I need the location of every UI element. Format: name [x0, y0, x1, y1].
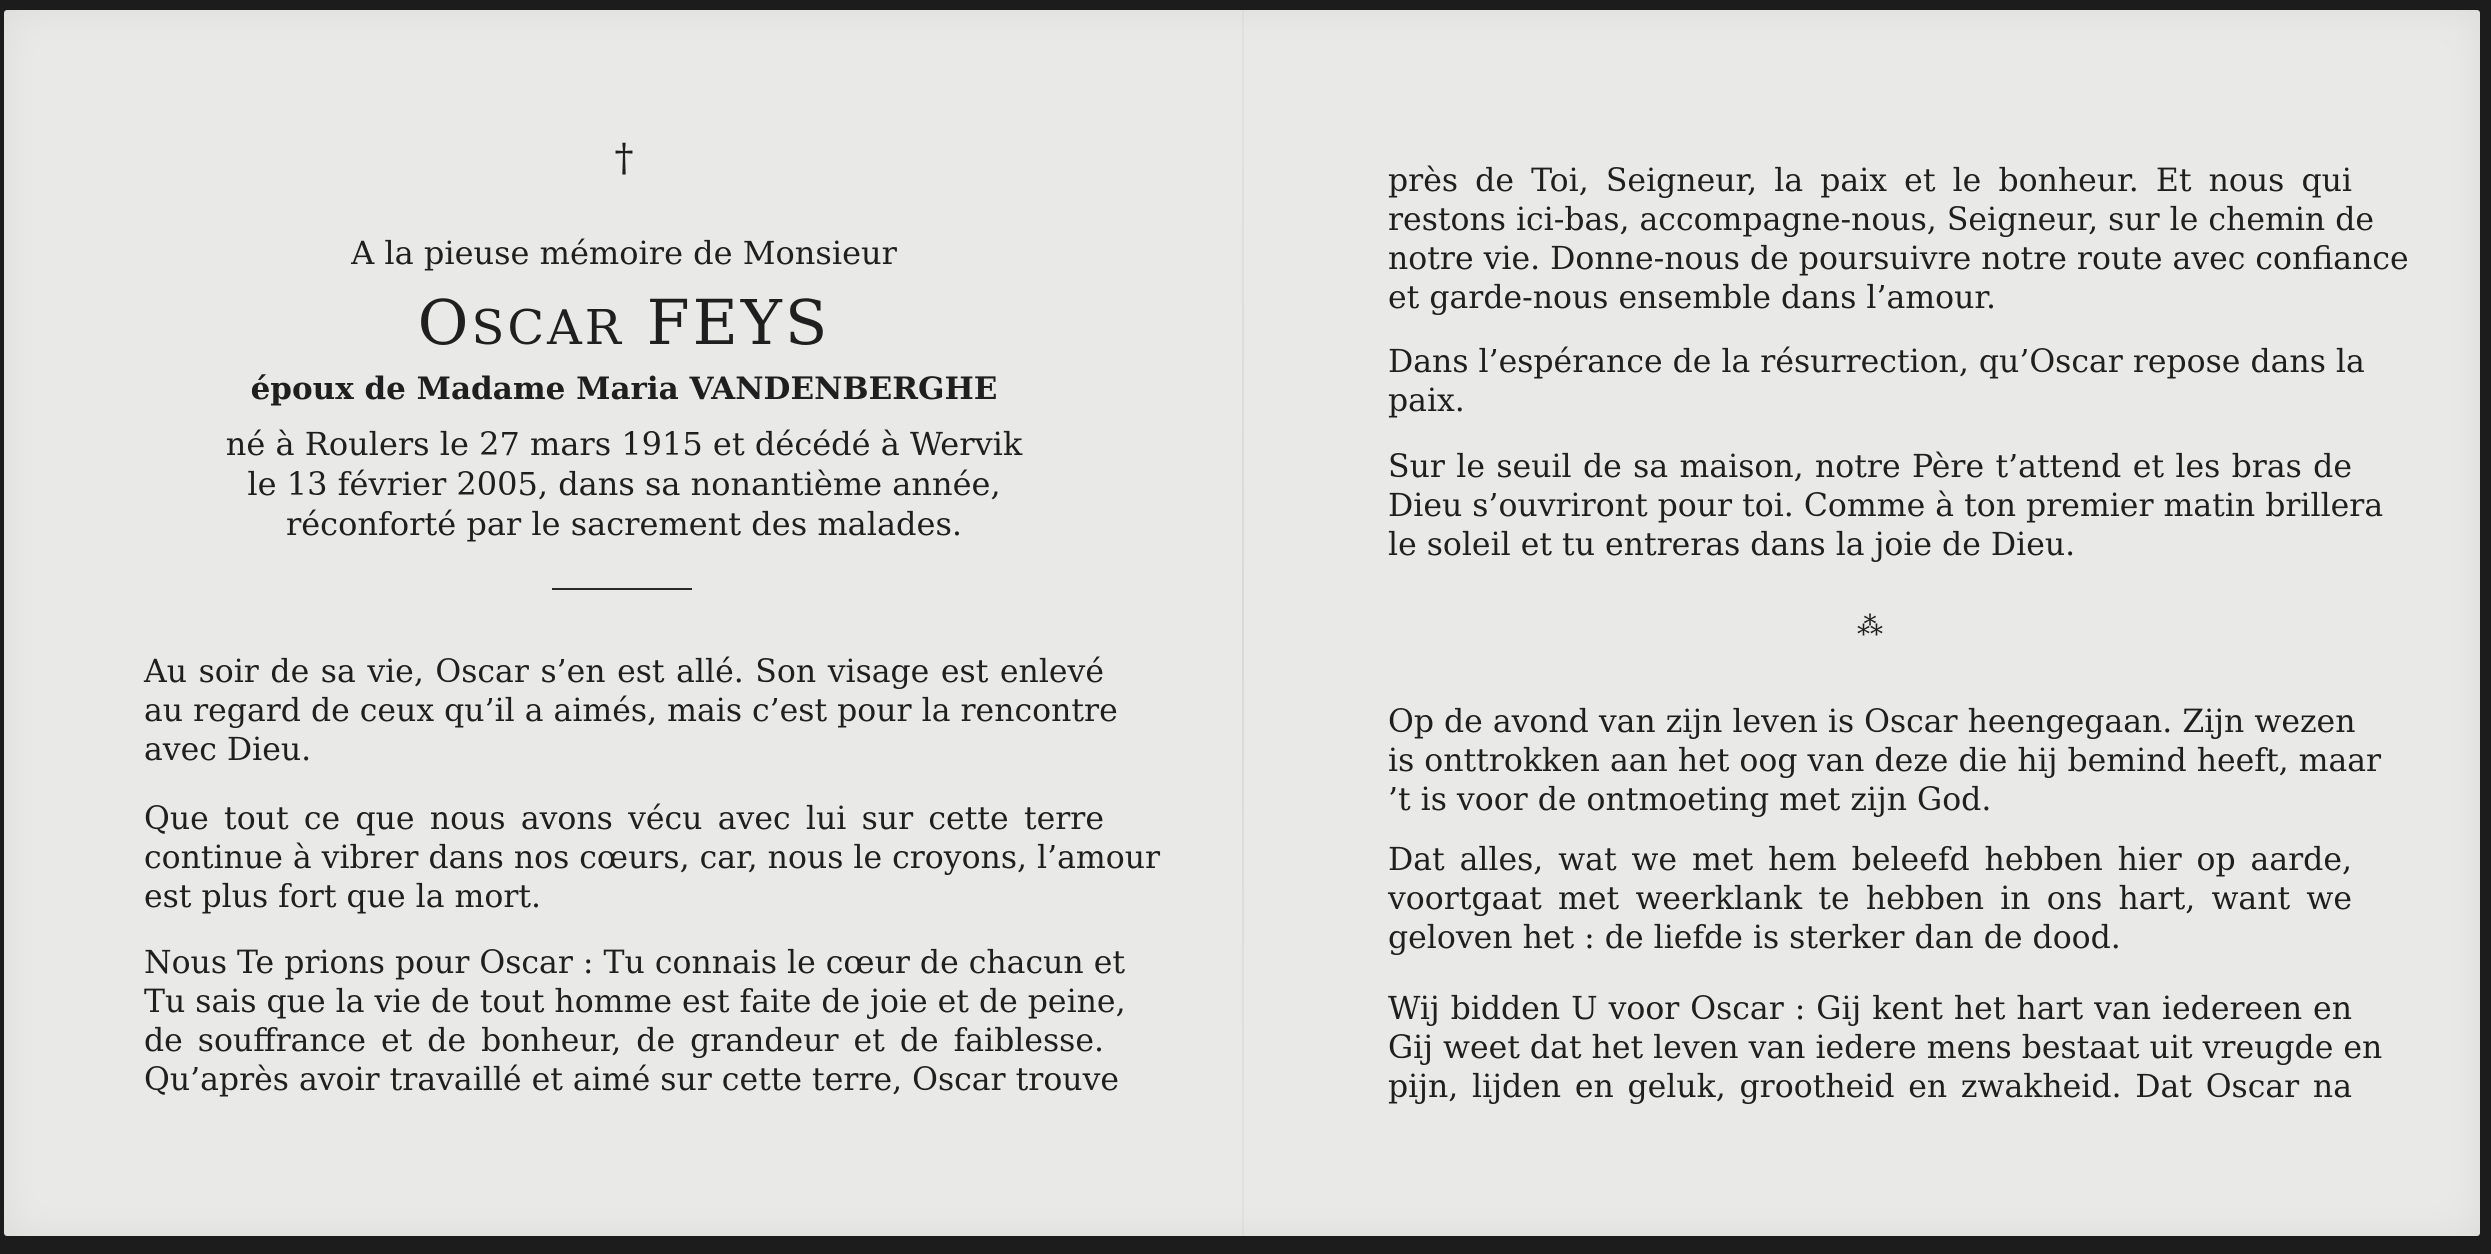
text-line: Tu sais que la vie de tout homme est faite de joie et de peine,: [144, 984, 1126, 1020]
text-line: notre vie. Donne-nous de poursuivre notre route avec confiance: [1388, 241, 2409, 277]
text-line: Au soir de sa vie, Oscar s’en est allé. Son visage est enlevé: [144, 654, 1104, 690]
deceased-name: [144, 284, 1104, 367]
text-line: geloven het : de liefde is sterker dan de dood.: [1388, 920, 2121, 956]
right-paragraph-6: [1388, 990, 2383, 1107]
text-line: Dans l’espérance de la résurrection, qu’Oscar repose dans la: [1388, 344, 2365, 380]
text-line: Qu’après avoir travaillé et aimé sur cette terre, Oscar trouve: [144, 1062, 1120, 1098]
text-line: Que tout ce que nous avons vécu avec lui sur cette terre: [144, 801, 1104, 837]
text-line: avec Dieu.: [144, 732, 312, 768]
right-paragraph-5: [1388, 841, 2352, 958]
right-page: [1388, 10, 2409, 1236]
right-paragraph-1: [1388, 162, 2409, 318]
text-line: restons ici-bas, accompagne-nous, Seigneur, sur le chemin de: [1388, 202, 2375, 238]
text-line: près de Toi, Seigneur, la paix et le bonheur. Et nous qui: [1388, 163, 2352, 199]
right-paragraph-3: [1388, 448, 2384, 565]
bio-line: le 13 février 2005, dans sa nonantième année,: [247, 465, 1001, 503]
text-line: Wij bidden U voor Oscar : Gij kent het hart van iedereen en: [1388, 991, 2352, 1027]
left-paragraph-3: [144, 944, 1126, 1100]
center-fold: [1242, 10, 1244, 1236]
last-name: FEYS: [646, 286, 831, 359]
first-name-rest: SCAR: [471, 300, 624, 356]
bio-line: né à Roulers le 27 mars 1915 et décédé à Wervik: [225, 425, 1023, 463]
text-line: pijn, lijden en geluk, grootheid en zwakheid. Dat Oscar na: [1388, 1069, 2352, 1105]
card-sheet: [4, 10, 2480, 1236]
left-paragraph-1: [144, 653, 1118, 770]
text-line: est plus fort que la mort.: [144, 879, 542, 915]
left-page: [144, 10, 1161, 1236]
asterism-ornament: ⁂: [1857, 612, 1883, 642]
right-paragraph-4: [1388, 703, 2382, 820]
text-line: au regard de ceux qu’il a aimés, mais c’est pour la rencontre: [144, 693, 1118, 729]
spouse-line: époux de Madame Maria VANDENBERGHE: [250, 371, 998, 407]
text-line: continue à vibrer dans nos cœurs, car, nous le croyons, l’amour: [144, 840, 1161, 876]
text-line: de souffrance et de bonheur, de grandeur et de faiblesse.: [144, 1023, 1104, 1059]
text-line: Op de avond van zijn leven is Oscar heengegaan. Zijn wezen: [1388, 704, 2356, 740]
text-line: Nous Te prions pour Oscar : Tu connais le cœur de chacun et: [144, 945, 1125, 981]
left-paragraph-2: [144, 800, 1161, 917]
bio-line: réconforté par le sacrement des malades.: [285, 505, 963, 543]
cross-symbol: †: [614, 136, 634, 180]
memory-line: A la pieuse mémoire de Monsieur: [351, 234, 897, 272]
right-paragraph-2: [1388, 343, 2365, 421]
divider-rule: [552, 588, 692, 590]
text-line: paix.: [1388, 383, 1465, 419]
text-line: Gij weet dat het leven van iedere mens bestaat uit vreugde en: [1388, 1030, 2383, 1066]
text-line: Dat alles, wat we met hem beleefd hebben hier op aarde,: [1388, 842, 2352, 878]
first-name-initial: O: [417, 286, 472, 359]
text-line: voortgaat met weerklank te hebben in ons hart, want we: [1388, 881, 2352, 917]
text-line: Dieu s’ouvriront pour toi. Comme à ton premier matin brillera: [1388, 488, 2384, 524]
text-line: is onttrokken aan het oog van deze die hij bemind heeft, maar: [1388, 743, 2382, 779]
text-line: le soleil et tu entreras dans la joie de Dieu.: [1388, 527, 2076, 563]
text-line: et garde-nous ensemble dans l’amour.: [1388, 280, 1996, 316]
text-line: Sur le seuil de sa maison, notre Père t’attend et les bras de: [1388, 449, 2352, 485]
text-line: ’t is voor de ontmoeting met zijn God.: [1388, 782, 1992, 818]
bio-block: [144, 424, 1104, 544]
